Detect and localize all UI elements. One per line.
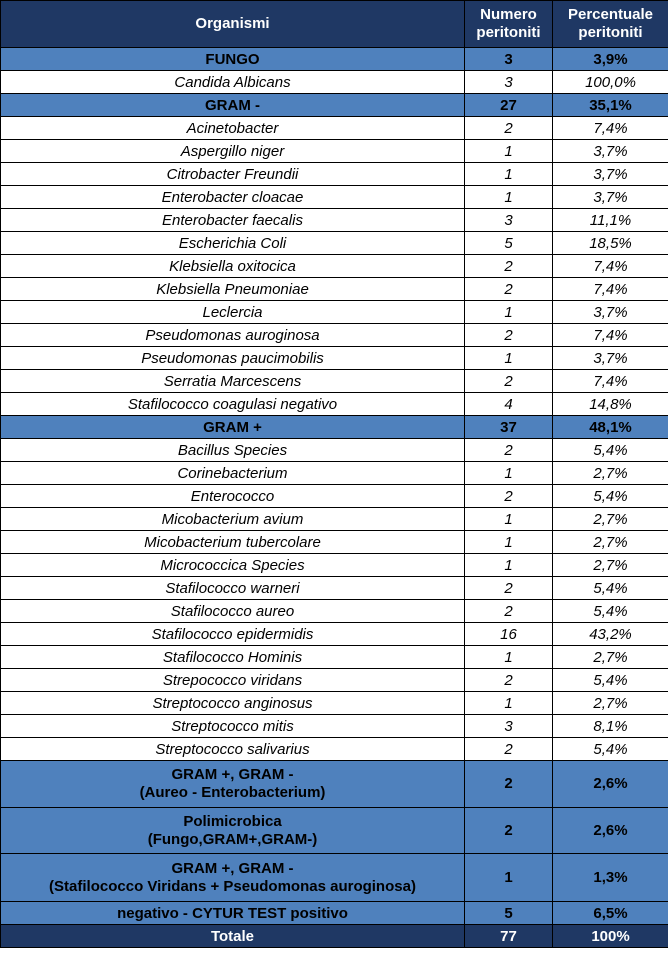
peritonitis-count: 5: [465, 232, 553, 255]
organism-name: Enterobacter faecalis: [1, 209, 465, 232]
peritonitis-percent: 7,4%: [553, 324, 668, 347]
peritonitis-count: 2: [465, 370, 553, 393]
peritonitis-percent: 2,7%: [553, 508, 668, 531]
mixed-infection-line1: GRAM +, GRAM -: [171, 766, 294, 783]
table-row: [1, 692, 668, 715]
group-row: [1, 48, 668, 71]
peritonitis-count: 2: [465, 761, 553, 808]
peritonitis-count: 2: [465, 485, 553, 508]
peritonitis-count: 1: [465, 462, 553, 485]
organism-name: Strepococco viridans: [1, 669, 465, 692]
peritonitis-percent: 7,4%: [553, 255, 668, 278]
organism-name: Streptococco salivarius: [1, 738, 465, 761]
table-row: [1, 738, 668, 761]
header-numero-line2: peritoniti: [476, 24, 541, 41]
peritonitis-percent: 3,7%: [553, 140, 668, 163]
peritonitis-count: 2: [465, 278, 553, 301]
organism-name: Corinebacterium: [1, 462, 465, 485]
peritonitis-count: 1: [465, 554, 553, 577]
peritonitis-count: 3: [465, 715, 553, 738]
peritonitis-percent: 5,4%: [553, 600, 668, 623]
organism-name: Citrobacter Freundii: [1, 163, 465, 186]
peritonitis-percent: 5,4%: [553, 669, 668, 692]
peritonitis-count: 1: [465, 854, 553, 902]
organism-name: Aspergillo niger: [1, 140, 465, 163]
table-row: [1, 71, 668, 94]
polymicrobial-label: [1, 808, 465, 854]
header-perc-line1: Percentuale: [567, 6, 654, 23]
peritonitis-percent: 7,4%: [553, 278, 668, 301]
organism-name: Klebsiella Pneumoniae: [1, 278, 465, 301]
polymicrobial-line1: Polimicrobica: [183, 812, 282, 830]
peritonitis-percent: 5,4%: [553, 738, 668, 761]
peritonitis-count: 1: [465, 508, 553, 531]
organism-name: Stafilococco warneri: [1, 577, 465, 600]
organism-name: Micrococcica Species: [1, 554, 465, 577]
peritonitis-percent: 2,7%: [553, 692, 668, 715]
table-row: [1, 209, 668, 232]
organism-name: Pseudomonas auroginosa: [1, 324, 465, 347]
peritonitis-count: 1: [465, 140, 553, 163]
mixed-infection-line2: (Aureo - Enterobacterium): [139, 784, 326, 801]
peritonitis-count: 1: [465, 646, 553, 669]
mixed-infection-label: [1, 854, 465, 902]
peritonitis-count: 3: [465, 71, 553, 94]
organism-name: Streptococco anginosus: [1, 692, 465, 715]
organism-name: Enterococco: [1, 485, 465, 508]
header-percentuale: [553, 1, 668, 48]
total-count: 77: [465, 925, 553, 948]
table-row: [1, 508, 668, 531]
peritonitis-percent: 7,4%: [553, 370, 668, 393]
mixed-infection-line2: (Stafilococco Viridans + Pseudomonas auroginosa): [49, 877, 416, 895]
peritonitis-count: 2: [465, 669, 553, 692]
table-row: [1, 485, 668, 508]
peritonitis-count: 1: [465, 347, 553, 370]
peritonitis-percent: 7,4%: [553, 117, 668, 140]
peritonitis-count: 3: [465, 48, 553, 71]
peritonitis-count: 1: [465, 186, 553, 209]
peritonitis-percent: 5,4%: [553, 485, 668, 508]
organism-name: GRAM +: [1, 416, 465, 439]
table-row: [1, 646, 668, 669]
mixed-infection-row: [1, 761, 668, 808]
table-row: [1, 255, 668, 278]
organism-name: Stafilococco epidermidis: [1, 623, 465, 646]
organism-name: Candida Albicans: [1, 71, 465, 94]
peritonitis-percent: 3,9%: [553, 48, 668, 71]
polymicrobial-row: [1, 808, 668, 854]
peritonitis-count: 4: [465, 393, 553, 416]
peritonitis-count: 16: [465, 623, 553, 646]
peritonitis-percent: 2,7%: [553, 554, 668, 577]
peritonitis-percent: 35,1%: [553, 94, 668, 117]
peritonitis-percent: 8,1%: [553, 715, 668, 738]
mixed-infection-label: [1, 761, 465, 808]
polymicrobial-line2: (Fungo,GRAM+,GRAM-): [147, 830, 318, 848]
organism-name: Stafilococco aureo: [1, 600, 465, 623]
table-row: [1, 462, 668, 485]
organism-name: GRAM -: [1, 94, 465, 117]
organism-name: Escherichia Coli: [1, 232, 465, 255]
peritonitis-percent: 5,4%: [553, 439, 668, 462]
peritonitis-count: 2: [465, 577, 553, 600]
table-row: [1, 347, 668, 370]
table-row: [1, 324, 668, 347]
peritonitis-percent: 5,4%: [553, 577, 668, 600]
header-perc-line2: peritoniti: [578, 24, 643, 41]
organism-name: Acinetobacter: [1, 117, 465, 140]
organism-name: Stafilococco Hominis: [1, 646, 465, 669]
peritonitis-count: 2: [465, 738, 553, 761]
organism-name: Stafilococco coagulasi negativo: [1, 393, 465, 416]
peritonitis-count: 1: [465, 692, 553, 715]
table-row: [1, 163, 668, 186]
peritonitis-count: 3: [465, 209, 553, 232]
header-organismi: Organismi: [1, 1, 465, 48]
peritonitis-count: 1: [465, 163, 553, 186]
negative-culture-row: [1, 902, 668, 925]
total-percent: 100%: [553, 925, 668, 948]
peritonitis-count: 2: [465, 600, 553, 623]
peritonitis-percent: 6,5%: [553, 902, 668, 925]
peritonitis-percent: 3,7%: [553, 301, 668, 324]
mixed-infection-row: [1, 854, 668, 902]
table-row: [1, 393, 668, 416]
peritonitis-percent: 43,2%: [553, 623, 668, 646]
organism-name: Serratia Marcescens: [1, 370, 465, 393]
peritonitis-count: 27: [465, 94, 553, 117]
table-row: [1, 140, 668, 163]
total-label: Totale: [1, 925, 465, 948]
organism-name: Micobacterium avium: [1, 508, 465, 531]
organism-name: Enterobacter cloacae: [1, 186, 465, 209]
table-row: [1, 531, 668, 554]
header-numero: [465, 1, 553, 48]
peritonitis-count: 37: [465, 416, 553, 439]
group-row: [1, 94, 668, 117]
header-numero-line1: Numero: [480, 6, 537, 23]
peritonitis-percent: 11,1%: [553, 209, 668, 232]
table-row: [1, 117, 668, 140]
peritonitis-percent: 2,7%: [553, 531, 668, 554]
table-row: [1, 278, 668, 301]
peritonitis-count: 2: [465, 324, 553, 347]
peritonitis-percent: 100,0%: [553, 71, 668, 94]
organism-name: Leclercia: [1, 301, 465, 324]
organism-name: Pseudomonas paucimobilis: [1, 347, 465, 370]
organism-name: FUNGO: [1, 48, 465, 71]
peritonitis-percent: 2,6%: [553, 808, 668, 854]
peritonitis-count: 2: [465, 439, 553, 462]
mixed-infection-line1: GRAM +, GRAM -: [171, 859, 294, 877]
peritonitis-count: 2: [465, 117, 553, 140]
peritonitis-percent: 18,5%: [553, 232, 668, 255]
header-row: [1, 1, 668, 48]
table-row: [1, 669, 668, 692]
peritonitis-percent: 2,7%: [553, 646, 668, 669]
peritonitis-percent: 3,7%: [553, 163, 668, 186]
peritonitis-count: 2: [465, 808, 553, 854]
peritonitis-count: 2: [465, 255, 553, 278]
peritonitis-percent: 48,1%: [553, 416, 668, 439]
peritonitis-count: 5: [465, 902, 553, 925]
organism-name: Klebsiella oxitocica: [1, 255, 465, 278]
peritonitis-percent: 3,7%: [553, 186, 668, 209]
peritonitis-count: 1: [465, 301, 553, 324]
peritonitis-percent: 1,3%: [553, 854, 668, 902]
table-row: [1, 600, 668, 623]
table-row: [1, 715, 668, 738]
peritonitis-percent: 14,8%: [553, 393, 668, 416]
table-row: [1, 439, 668, 462]
peritonitis-percent: 2,6%: [553, 761, 668, 808]
peritonitis-count: 1: [465, 531, 553, 554]
table-row: [1, 370, 668, 393]
organism-name: Streptococco mitis: [1, 715, 465, 738]
total-row: [1, 925, 668, 948]
table-row: [1, 301, 668, 324]
peritonitis-percent: 3,7%: [553, 347, 668, 370]
table-row: [1, 577, 668, 600]
table-row: [1, 623, 668, 646]
table-row: [1, 554, 668, 577]
peritonitis-percent: 2,7%: [553, 462, 668, 485]
organism-name: Micobacterium tubercolare: [1, 531, 465, 554]
table-row: [1, 186, 668, 209]
organism-name: Bacillus Species: [1, 439, 465, 462]
group-row: [1, 416, 668, 439]
table-row: [1, 232, 668, 255]
negative-culture-label: negativo - CYTUR TEST positivo: [1, 902, 465, 925]
